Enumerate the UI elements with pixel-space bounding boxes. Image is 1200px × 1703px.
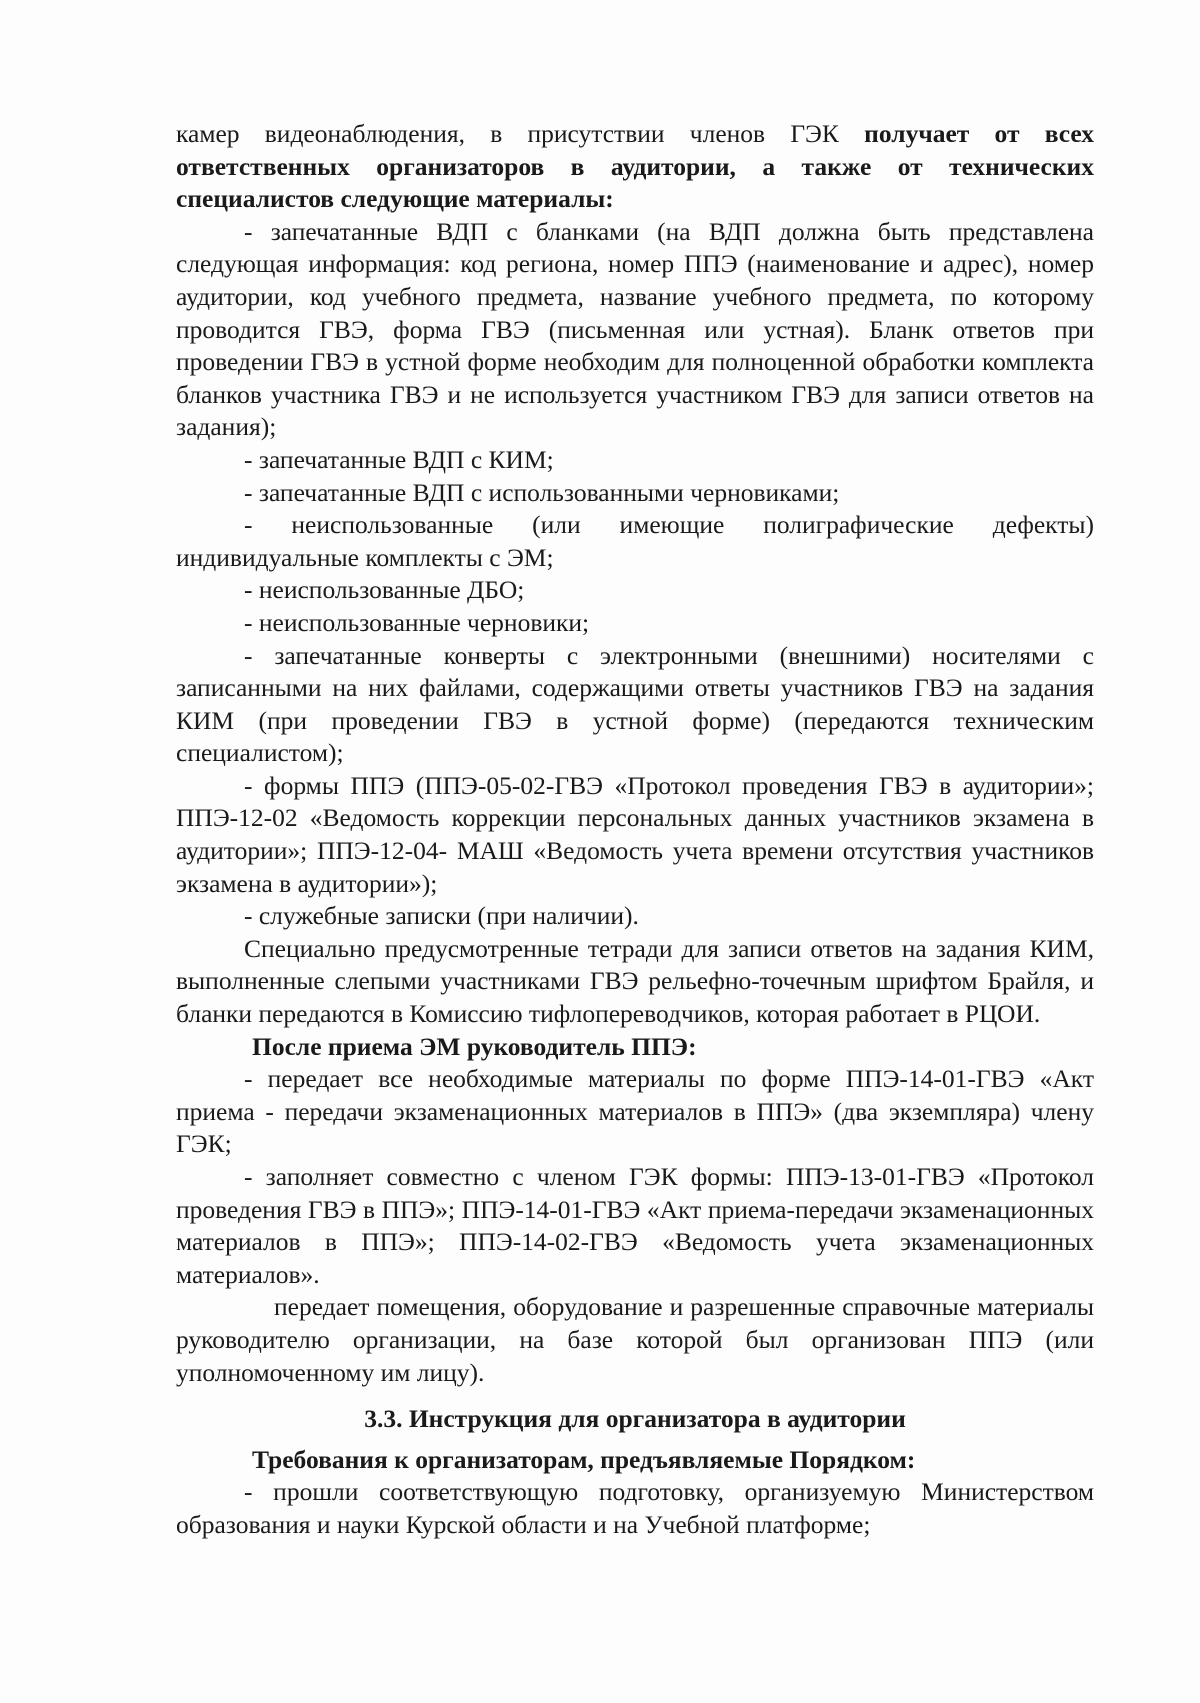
- list-item: - служебные записки (при наличии).: [244, 901, 639, 931]
- after-acceptance-heading: После приема ЭМ руководитель ППЭ:: [252, 1031, 697, 1061]
- intro-text: камер видеонаблюдения, в присутствии членов ГЭК: [176, 119, 865, 148]
- list-item: - запечатанные ВДП с бланками (на ВДП должна быть представлена следующая информация: код региона, номер ППЭ (наименование и адрес), номер аудитории, код учебного предмета, название учебного предмета, по которому проводится ГВЭ, форма ГВЭ (письменная или устная). Бланк ответов при проведении ГВЭ в устной форме необходим для полноценной обработки комплекта бланков участника ГВЭ и не используется участником ГВЭ для записи ответов на задания);: [176, 216, 1094, 442]
- list-item: - неиспользованные (или имеющие полиграфические дефекты) индивидуальные комплекты с ЭМ;: [176, 510, 1094, 572]
- braille-paragraph: Специально предусмотренные тетради для записи ответов на задания КИМ, выполненные слепыми участниками ГВЭ рельефно-точечным шрифтом Брайля, и бланки передаются в Комиссию тифлопереводчиков, которая работает в РЦОИ.: [176, 933, 1094, 1029]
- list-item: - запечатанные конверты с электронными (внешними) носителями с записанными на них файлами, содержащими ответы участников ГВЭ на задания КИМ (при проведении ГВЭ в устной форме) (передаются техническим специалистом);: [176, 640, 1094, 768]
- intro-bold-text: получает от всех ответственных организаторов в аудитории, а также от технических специалистов следующие материалы:: [176, 119, 1094, 214]
- list-item: - заполняет совместно с членом ГЭК формы: ППЭ-13-01-ГВЭ «Протокол проведения ГВЭ в ППЭ»; ППЭ-14-01-ГВЭ «Акт приема-передачи экзаменационных материалов в ППЭ»; ППЭ-14-02-ГВЭ «Ведомость учета экзаменационных материалов».: [176, 1162, 1094, 1289]
- requirements-heading: Требования к организаторам, предъявляемые Порядком:: [252, 1444, 916, 1474]
- intro-paragraph: [176, 118, 1094, 216]
- list-item: - формы ППЭ (ППЭ-05-02-ГВЭ «Протокол проведения ГВЭ в аудитории»; ППЭ-12-02 «Ведомость коррекции персональных данных участников экзамена в аудитории»; ППЭ-12-04- МАШ «Ведомость учета времени отсутствия участников экзамена в аудитории»);: [176, 770, 1094, 898]
- list-item: - неиспользованные черновики;: [244, 607, 590, 637]
- section-title: 3.3. Инструкция для организатора в аудитории: [364, 1404, 906, 1434]
- list-item: - передает все необходимые материалы по форме ППЭ-14-01-ГВЭ «Акт приема - передачи экзаменационных материалов в ППЭ» (два экземпляра) члену ГЭК;: [176, 1064, 1094, 1159]
- document-body: [176, 118, 1094, 1542]
- list-item: передает помещения, оборудование и разрешенные справочные материалы руководителю организации, на базе которой был организован ППЭ (или уполномоченному им лицу).: [176, 1292, 1094, 1387]
- list-item: - запечатанные ВДП с КИМ;: [244, 444, 554, 474]
- list-item: - прошли соответствующую подготовку, организуемую Министерством образования и науки Курской области и на Учебной платформе;: [176, 1477, 1094, 1539]
- list-item: - неиспользованные ДБО;: [244, 575, 525, 605]
- list-item: - запечатанные ВДП с использованными черновиками;: [244, 477, 840, 507]
